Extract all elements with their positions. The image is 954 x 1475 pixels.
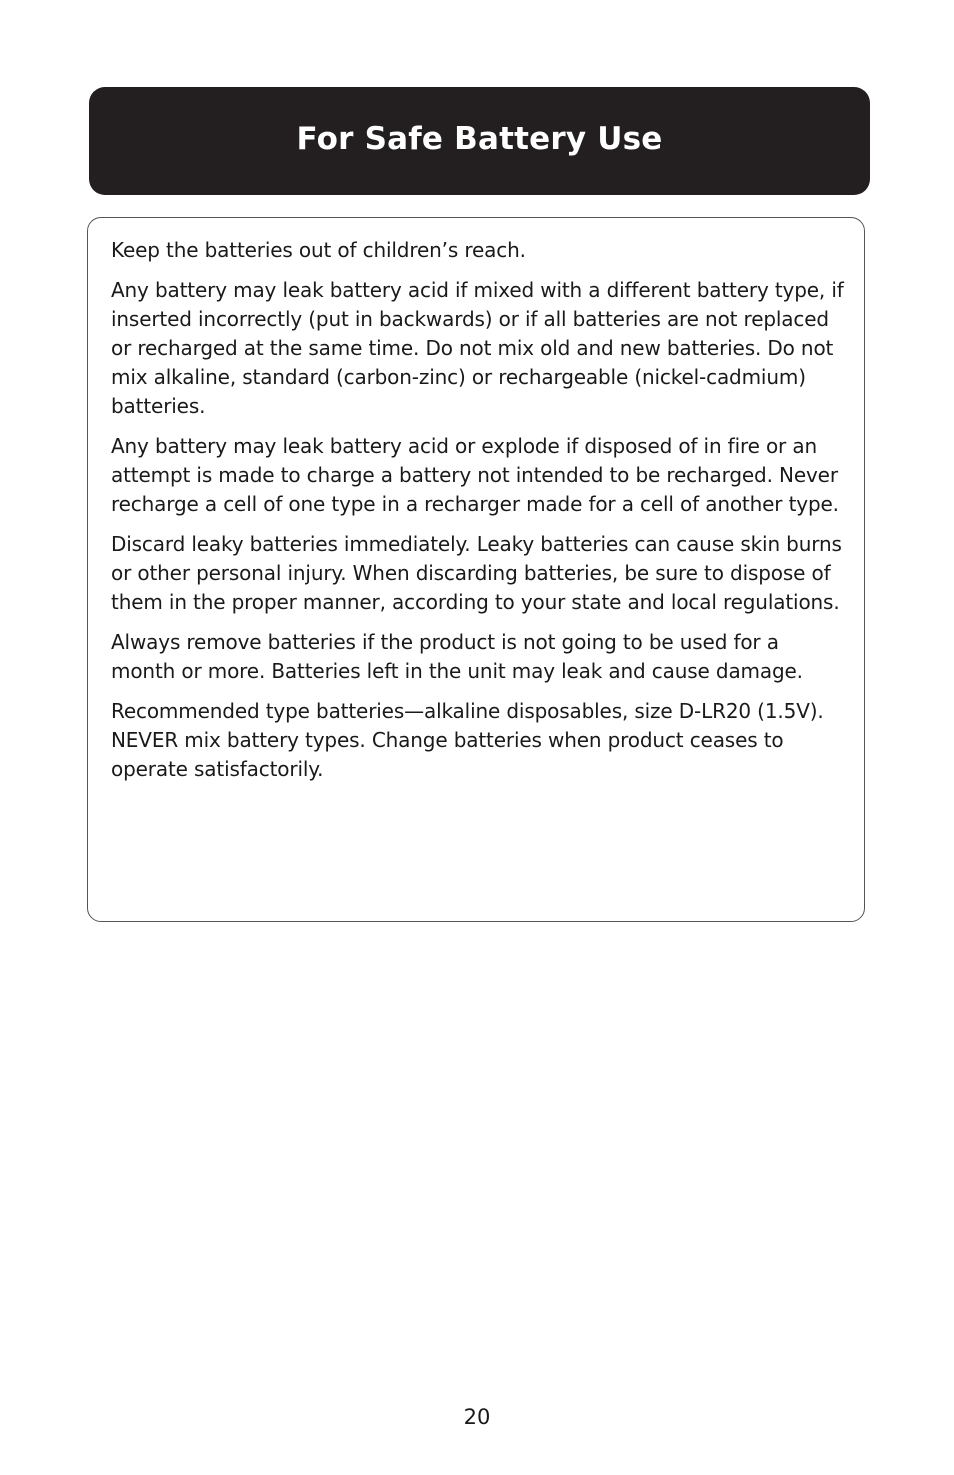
page-title: For Safe Battery Use — [296, 121, 663, 157]
section-header — [89, 87, 870, 195]
paragraph-leaky-batteries: Discard leaky batteries immediately. Leaky batteries can cause skin burns or other personal injury. When discarding batteries, be sure to dispose of them in the proper manner, according to your state and local regulations. — [111, 532, 842, 614]
safety-content-box — [87, 217, 865, 922]
paragraph-fire-recharge: Any battery may leak battery acid or explode if disposed of in fire or an attempt is made to charge a battery not intended to be recharged. Never recharge a cell of one type in a recharger made for a cell of another type. — [111, 434, 839, 516]
paragraph-remove-batteries: Always remove batteries if the product is not going to be used for a month or more. Batteries left in the unit may leak and cause damage. — [111, 630, 803, 683]
paragraph-children-reach: Keep the batteries out of children’s reach. — [111, 238, 526, 262]
page-number: 20 — [463, 1405, 491, 1429]
paragraph-recommended-type: Recommended type batteries—alkaline disposables, size D-LR20 (1.5V). NEVER mix battery types. Change batteries when product ceases to operate satisfactorily. — [111, 699, 824, 781]
paragraph-mixing-batteries: Any battery may leak battery acid if mixed with a different battery type, if inserted incorrectly (put in backwards) or if all batteries are not replaced or recharged at the same time. Do not mix old and new batteries. Do not mix alkaline, standard (carbon-zinc) or rechargeable (nickel-cadmium) batteries. — [111, 278, 844, 418]
